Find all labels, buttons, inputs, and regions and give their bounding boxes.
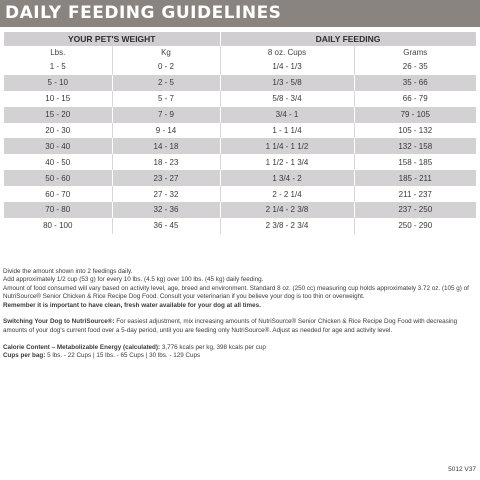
cell-lbs: 80 - 100 — [4, 218, 112, 234]
cell-grams: 132 - 158 — [354, 138, 476, 154]
cell-cups: 2 3/8 - 2 3/4 — [220, 218, 354, 234]
cell-grams: 250 - 290 — [354, 218, 476, 234]
cell-grams: 185 - 211 — [354, 170, 476, 186]
note-divide: Divide the amount shown into 2 feedings daily. — [3, 268, 133, 275]
cell-grams: 105 - 132 — [354, 123, 476, 139]
table-row — [4, 138, 476, 154]
cups-text: 5 lbs. - 22 Cups | 15 lbs. - 65 Cups | 30 lbs. - 129 Cups — [45, 352, 201, 360]
cell-kg: 23 - 27 — [112, 170, 220, 186]
note-calorie — [3, 344, 477, 352]
table-row — [4, 75, 476, 91]
cell-kg: 27 - 32 — [112, 186, 220, 202]
column-header-cups: 8 oz. Cups — [220, 46, 354, 59]
cell-cups: 1 - 1 1/4 — [220, 123, 354, 139]
cell-kg: 0 - 2 — [112, 59, 220, 75]
cell-kg: 14 - 18 — [112, 138, 220, 154]
switch-label: Switching Your Dog to NutriSource®: — [3, 318, 115, 326]
cell-lbs: 60 - 70 — [4, 186, 112, 202]
cell-lbs: 40 - 50 — [4, 154, 112, 170]
cell-lbs: 10 - 15 — [4, 91, 112, 107]
table-row — [4, 186, 476, 202]
table-row — [4, 59, 476, 75]
cell-kg: 36 - 45 — [112, 218, 220, 234]
cell-cups: 1/3 - 5/8 — [220, 75, 354, 91]
table-row — [4, 107, 476, 123]
page-title: DAILY FEEDING GUIDELINES — [5, 3, 282, 23]
note-cups — [3, 352, 477, 360]
note-switch — [3, 318, 477, 335]
cell-kg: 5 - 7 — [112, 91, 220, 107]
calorie-label: Calorie Content – Metabolizable Energy (calculated): — [3, 343, 161, 351]
table-row — [4, 123, 476, 139]
cell-kg: 18 - 23 — [112, 154, 220, 170]
switch-text: For easiest adjustment, mix increasing amounts of NutriSource® Senior Chicken & Rice Recipe Dog Food with decreasing amounts of your dog's current food over a 5-day period, until you are feeding only NutriSource®. Adjust as needed for age and activity level. — [3, 318, 458, 334]
cell-kg: 9 - 14 — [112, 123, 220, 139]
cell-lbs: 20 - 30 — [4, 123, 112, 139]
cell-grams: 79 - 105 — [354, 107, 476, 123]
cell-lbs: 5 - 10 — [4, 75, 112, 91]
table-row — [4, 218, 476, 234]
cell-cups: 3/4 - 1 — [220, 107, 354, 123]
cell-grams: 237 - 250 — [354, 202, 476, 218]
cups-label: Cups per bag: — [3, 352, 46, 360]
table-row — [4, 202, 476, 218]
column-header-grams: Grams — [354, 46, 476, 59]
cell-cups: 1/4 - 1/3 — [220, 59, 354, 75]
cell-kg: 7 - 9 — [112, 107, 220, 123]
cell-grams: 35 - 66 — [354, 75, 476, 91]
product-code: 5012 V37 — [448, 466, 476, 473]
cell-kg: 32 - 36 — [112, 202, 220, 218]
cell-lbs: 70 - 80 — [4, 202, 112, 218]
cell-grams: 26 - 35 — [354, 59, 476, 75]
column-header-row — [4, 46, 476, 59]
calorie-text: 3,776 kcals per kg, 398 kcals per cup — [160, 343, 266, 351]
cell-grams: 66 - 79 — [354, 91, 476, 107]
cell-cups: 1 1/4 - 1 1/2 — [220, 138, 354, 154]
note-water: Remember it is important to have clean, fresh water available for your dog at all times. — [3, 301, 261, 309]
table-row — [4, 170, 476, 186]
title-bar — [0, 0, 480, 27]
weight-group-header: YOUR PET'S WEIGHT — [4, 32, 220, 46]
group-header-row — [4, 32, 476, 46]
cell-kg: 2 - 5 — [112, 75, 220, 91]
cell-cups: 1 1/2 - 1 3/4 — [220, 154, 354, 170]
cell-grams: 158 - 185 — [354, 154, 476, 170]
cell-lbs: 1 - 5 — [4, 59, 112, 75]
cell-lbs: 50 - 60 — [4, 170, 112, 186]
column-header-kg: Kg — [112, 46, 220, 59]
table-row — [4, 154, 476, 170]
table-row — [4, 91, 476, 107]
cell-cups: 2 - 2 1/4 — [220, 186, 354, 202]
cell-lbs: 15 - 20 — [4, 107, 112, 123]
cell-cups: 2 1/4 - 2 3/8 — [220, 202, 354, 218]
note-add: Add approximately 1/2 cup (53 g) for every 10 lbs. (4.5 kg) over 100 lbs. (45 kg) daily feeding. — [3, 276, 264, 284]
column-header-lbs: Lbs. — [4, 46, 112, 59]
cell-cups: 5/8 - 3/4 — [220, 91, 354, 107]
cell-cups: 1 3/4 - 2 — [220, 170, 354, 186]
notes — [3, 268, 477, 360]
note-amount: Amount of food consumed will vary based on activity level, age, breed and environment. Standard 8 oz. (250 cc) measuring cup holds approximately 3.72 oz. (105 g) of NutriSource® Senior Chicken & Rice Recipe Dog Food. Consult your veterinarian if you believe your dog is too thin or overweight. — [3, 284, 469, 301]
cell-lbs: 30 - 40 — [4, 138, 112, 154]
feeding-group-header: DAILY FEEDING — [220, 32, 476, 46]
cell-grams: 211 - 237 — [354, 186, 476, 202]
feeding-table — [4, 32, 477, 234]
